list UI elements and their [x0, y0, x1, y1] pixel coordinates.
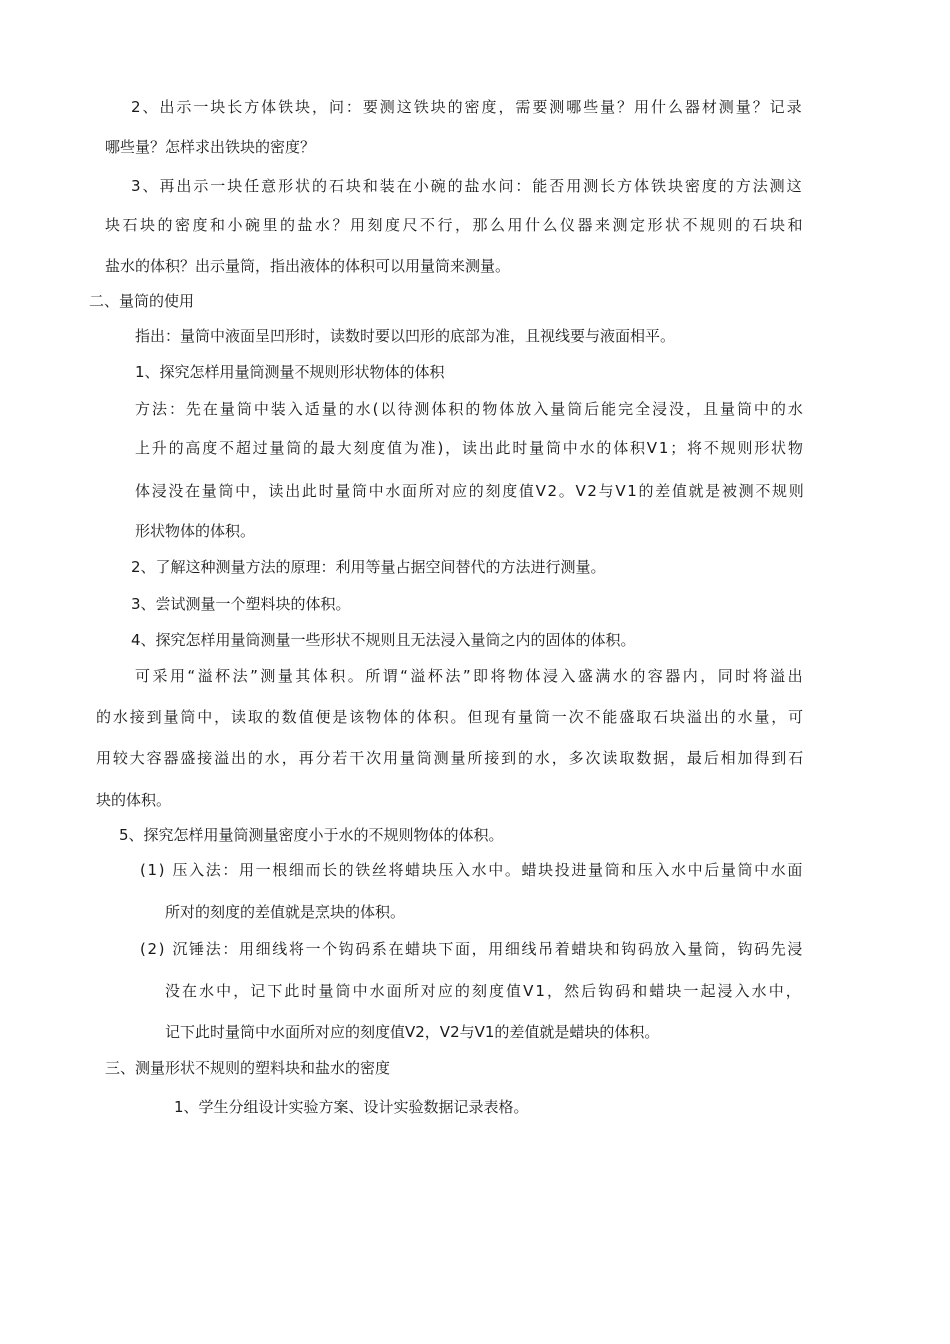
paragraph-line: 记下此时量筒中水面所对应的刻度值V2，V2与V1的差值就是蜡块的体积。: [165, 1023, 660, 1041]
paragraph-line: 3、再出示一块任意形状的石块和装在小碗的盐水问：能否用测长方体铁块密度的方法测这: [131, 177, 804, 195]
paragraph-line: 2、出示一块长方体铁块，问：要测这铁块的密度，需要测哪些量？用什么器材测量？记录: [131, 98, 804, 116]
paragraph-line: (1) 压入法：用一根细而长的铁丝将蜡块压入水中。蜡块投进量筒和压入水中后量筒中水面: [140, 861, 805, 879]
paragraph-line: 3、尝试测量一个塑料块的体积。: [131, 595, 351, 613]
section-heading: 二、量筒的使用: [89, 292, 195, 310]
paragraph-line: 1、探究怎样用量筒测量不规则形状物体的体积: [135, 363, 445, 381]
paragraph-line: 4、探究怎样用量筒测量一些形状不规则且无法浸入量筒之内的固体的体积。: [131, 631, 636, 649]
paragraph-line: 用较大容器盛接溢出的水，再分若干次用量筒测量所接到的水，多次读取数据，最后相加得到石: [96, 749, 806, 767]
paragraph-line: 2、了解这种测量方法的原理：利用等量占据空间替代的方法进行测量。: [131, 558, 606, 576]
paragraph-line: 可采用“溢杯法”测量其体积。所谓“溢杯法”即将物体浸入盛满水的容器内，同时将溢出: [135, 667, 806, 685]
paragraph-line: 的水接到量筒中，读取的数值便是该物体的体积。但现有量筒一次不能盛取石块溢出的水量，可: [96, 708, 806, 726]
paragraph-line: 5、探究怎样用量筒测量密度小于水的不规则物体的体积。: [119, 826, 504, 844]
paragraph-line: 块的体积。: [96, 791, 172, 809]
paragraph-line: 方法：先在量筒中装入适量的水(以待测体积的物体放入量筒后能完全浸没，且量筒中的水: [135, 400, 805, 418]
paragraph-line: 上升的高度不超过量筒的最大刻度值为准)，读出此时量筒中水的体积V1；将不规则形状物: [135, 439, 805, 457]
paragraph-line: 块石块的密度和小碗里的盐水？用刻度尺不行，那么用什么仪器来测定形状不规则的石块和: [105, 216, 806, 234]
paragraph-line: 形状物体的体积。: [135, 522, 256, 540]
paragraph-line: 所对的刻度的差值就是烹块的体积。: [165, 903, 406, 921]
paragraph-line: 1、学生分组设计实验方案、设计实验数据记录表格。: [174, 1098, 529, 1116]
paragraph-line: 指出：量筒中液面呈凹形时，读数时要以凹形的底部为准，且视线要与液面相平。: [135, 327, 676, 345]
paragraph-line: 体浸没在量筒中，读出此时量筒中水面所对应的刻度值V2。V2与V1的差值就是被测不规则: [135, 482, 806, 500]
paragraph-line: (2) 沉锤法：用细线将一个钩码系在蜡块下面，用细线吊着蜡块和钩码放入量筒，钩码先浸: [140, 940, 805, 958]
section-heading: 三、测量形状不规则的塑料块和盐水的密度: [105, 1059, 391, 1077]
paragraph-line: 盐水的体积？出示量筒，指出液体的体积可以用量筒来测量。: [105, 257, 511, 275]
paragraph-line: 没在水中，记下此时量筒中水面所对应的刻度值V1，然后钩码和蜡块一起浸入水中，: [165, 982, 803, 1000]
paragraph-line: 哪些量？怎样求出铁块的密度？: [105, 138, 316, 156]
